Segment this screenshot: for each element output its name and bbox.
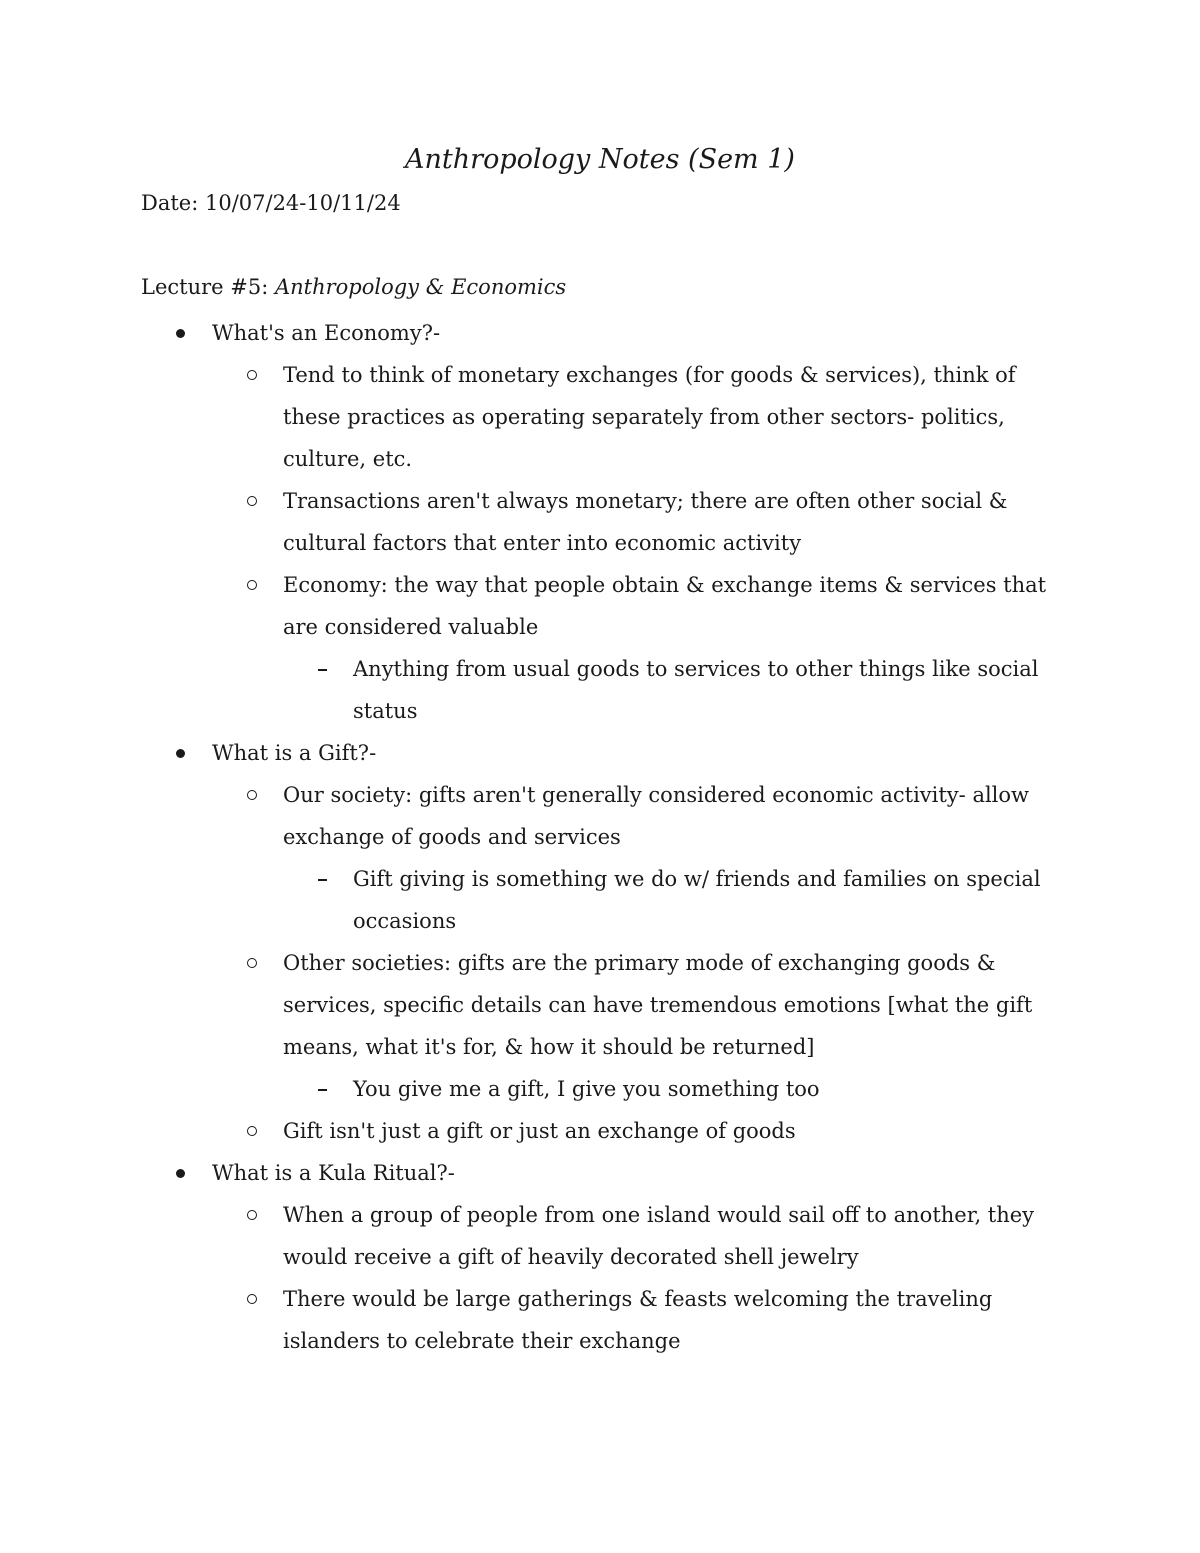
outline-text: occasions [353,909,457,933]
disc-bullet-icon [176,329,185,338]
circle-bullet-icon [247,1294,257,1304]
outline-text: Economy: the way that people obtain & exchange items & services that [283,573,1047,597]
circle-bullet-icon [247,370,257,380]
outline-text: Transactions aren't always monetary; there are often other social & [283,489,1008,513]
lecture-heading [141,270,566,304]
outline-line-level-2 [0,1236,1200,1278]
outline-text: What's an Economy?- [212,321,441,345]
outline-text: exchange of goods and services [283,825,621,849]
outline-line-level-3 [0,900,1200,942]
outline-text: Anything from usual goods to services to other things like social [353,657,1039,681]
dash-bullet-icon [318,879,327,881]
circle-bullet-icon [247,580,257,590]
outline-text: are considered valuable [283,615,539,639]
outline-text: Tend to think of monetary exchanges (for goods & services), think of [283,363,1016,387]
outline-line-level-3 [0,648,1200,690]
outline-line-level-2 [0,396,1200,438]
outline-text: cultural factors that enter into economic activity [283,531,802,555]
outline-text: culture, etc. [283,447,413,471]
outline-line-level-3 [0,858,1200,900]
disc-bullet-icon [176,1169,185,1178]
outline-line-level-2 [0,564,1200,606]
lecture-title: Anthropology & Economics [274,275,567,299]
outline-text: means, what it's for, & how it should be returned] [283,1035,815,1059]
outline-text: You give me a gift, I give you something too [353,1077,820,1101]
outline-text: Our society: gifts aren't generally considered economic activity- allow [283,783,1030,807]
outline-text: services, specific details can have tremendous emotions [what the gift [283,993,1033,1017]
document-title: Anthropology Notes (Sem 1) [405,144,795,175]
outline-line-level-2 [0,984,1200,1026]
outline-text: would receive a gift of heavily decorated shell jewelry [283,1245,859,1269]
date-line: Date: 10/07/24-10/11/24 [141,191,401,215]
outline-line-level-2 [0,1026,1200,1068]
outline-text: islanders to celebrate their exchange [283,1329,681,1353]
outline-line-level-2 [0,816,1200,858]
outline-line-level-1 [0,312,1200,354]
dash-bullet-icon [318,669,327,671]
circle-bullet-icon [247,1210,257,1220]
outline-text: status [353,699,418,723]
circle-bullet-icon [247,958,257,968]
outline-text: What is a Kula Ritual?- [212,1161,455,1185]
outline-line-level-1 [0,732,1200,774]
outline-line-level-2 [0,774,1200,816]
outline-line-level-2 [0,1194,1200,1236]
outline-text: What is a Gift?- [212,741,377,765]
circle-bullet-icon [247,496,257,506]
outline-text: these practices as operating separately from other sectors- politics, [283,405,1005,429]
outline-line-level-2 [0,438,1200,480]
outline-line-level-2 [0,606,1200,648]
outline-text: Gift isn't just a gift or just an exchange of goods [283,1119,796,1143]
outline-text: When a group of people from one island would sail off to another, they [283,1203,1035,1227]
outline-line-level-2 [0,1278,1200,1320]
circle-bullet-icon [247,790,257,800]
outline-text: There would be large gatherings & feasts welcoming the traveling [283,1287,993,1311]
outline-line-level-2 [0,942,1200,984]
outline-line-level-2 [0,522,1200,564]
lecture-prefix: Lecture #5: [141,275,275,299]
dash-bullet-icon [318,1089,327,1091]
outline-line-level-2 [0,354,1200,396]
outline-line-level-3 [0,1068,1200,1110]
disc-bullet-icon [176,749,185,758]
outline-text: Other societies: gifts are the primary mode of exchanging goods & [283,951,996,975]
outline-text: Gift giving is something we do w/ friends and families on special [353,867,1041,891]
circle-bullet-icon [247,1126,257,1136]
notes-outline [0,312,1200,1362]
outline-line-level-2 [0,1110,1200,1152]
outline-line-level-1 [0,1152,1200,1194]
outline-line-level-2 [0,1320,1200,1362]
outline-line-level-2 [0,480,1200,522]
outline-line-level-3 [0,690,1200,732]
